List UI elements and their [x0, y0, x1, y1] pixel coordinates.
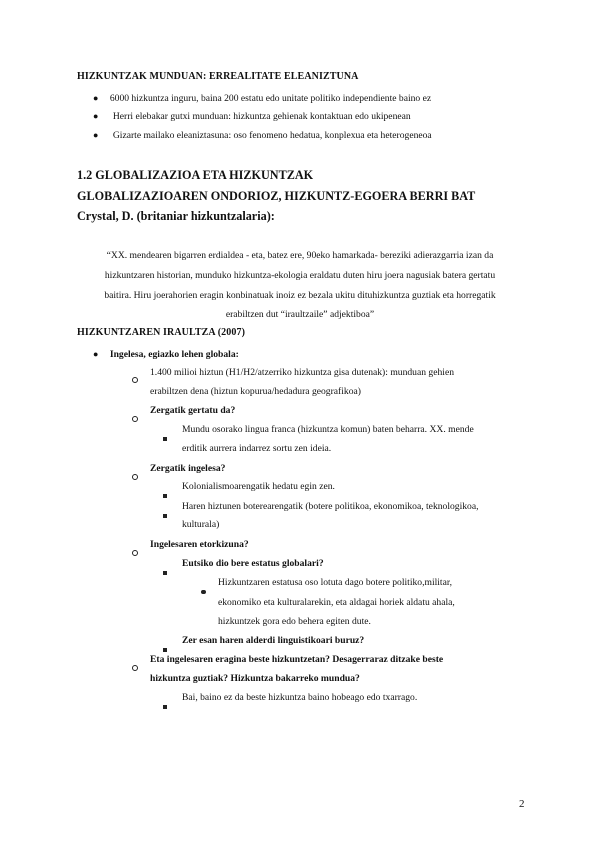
quote-line: erabiltzen dut “iraultzaile” adjektiboa”: [225, 309, 375, 320]
bullet-item: [93, 93, 431, 104]
bullet-text: Herri elebakar gutxi munduan: hizkuntza gehienak kontaktuan edo ukipenean: [112, 111, 411, 122]
outline-level3-text: Kolonialismoarengatik hedatu egin zen.: [182, 481, 335, 492]
bullet-text: 6000 hizkuntza inguru, baina 200 estatu edo unitate politiko independiente baino ez: [109, 93, 432, 104]
section-heading: HIZKUNTZAK MUNDUAN: ERREALITATE ELEANIZTUNA: [77, 71, 359, 82]
outline-level3-text: kulturala): [182, 519, 220, 530]
outline-level2-text: erabiltzen dena (hiztun kopurua/hedadura geografikoa): [150, 386, 361, 397]
square-bullet-icon: [163, 428, 167, 446]
outline-level3-text: Haren hiztunen boterearengatik (botere politikoa, ekonomikoa, teknologikoa,: [182, 501, 479, 512]
outline-level3-text: erditik aurrera indarrez sortu zen ideia.: [182, 443, 332, 454]
section-title: 1.2 GLOBALIZAZIOA ETA HIZKUNTZAK: [77, 168, 314, 182]
outline-level2-question: hizkuntza guztiak? Hizkuntza bakarreko mundua?: [150, 673, 360, 684]
quote-line: hizkuntzaren historian, munduko hizkuntza-ekologia eraldatu duten hiru joera nagusiak batera gertatu: [104, 270, 496, 281]
bullet-item: [93, 130, 432, 141]
outline-level2-question: Zergatik ingelesa?: [150, 463, 226, 474]
bullet-dot-icon: ●: [93, 130, 99, 140]
circle-bullet-icon: [132, 370, 138, 388]
circle-bullet-icon: [132, 409, 138, 427]
outline-level4-text: hizkuntzek gora edo behera egiten dute.: [218, 616, 371, 627]
square-bullet-icon: [163, 562, 167, 580]
bullet-dot-icon: ●: [93, 93, 99, 103]
bullet-dot-icon: ●: [93, 111, 99, 121]
square-bullet-icon: [163, 696, 167, 714]
outline-level2-question: Ingelesaren etorkizuna?: [150, 539, 249, 550]
outline-level3-question: Zer esan haren alderdi linguistikoari buruz?: [182, 635, 365, 646]
bullet-item: [93, 111, 411, 122]
circle-bullet-icon: [132, 543, 138, 561]
square-bullet-icon: [163, 485, 167, 503]
author-attribution: Crystal, D. (britaniar hizkuntzalaria):: [77, 209, 275, 223]
circle-bullet-icon: [132, 467, 138, 485]
outline-level4-text: Hizkuntzaren estatusa oso lotuta dago botere politiko,militar,: [218, 577, 453, 588]
quote-line: “XX. mendearen bigarren erdialdea - eta, batez ere, 90eko hamarkada- bereziki adierazgarria izan da: [106, 250, 494, 261]
outline-level4-text: ekonomiko eta kulturalarekin, eta aldagai horiek aldatu ahala,: [218, 597, 455, 608]
outline-level3-question: Eutsiko dio bere estatus globalari?: [182, 558, 324, 569]
dot-bullet-icon: [201, 581, 206, 599]
outline-level3-text: Mundu osorako lingua franca (hizkuntza komun) baten beharra. XX. mende: [182, 424, 474, 435]
quote-line: baitira. Hiru joerahorien eragin konbinatuak inoiz ez bezala ukitu dituhizkuntza guztiak eta horregatik: [104, 290, 496, 301]
outline-level2-question: Zergatik gertatu da?: [150, 405, 236, 416]
outline-level2-question: Eta ingelesaren eragina beste hizkuntzetan? Desagerraraz ditzake beste: [150, 654, 444, 665]
bullet-text: Gizarte mailako eleaniztasuna: oso fenomeno hedatua, konplexua eta heterogeneoa: [112, 130, 432, 141]
circle-bullet-icon: [132, 658, 138, 676]
page-number: 2: [519, 798, 525, 810]
section-heading: HIZKUNTZAREN IRAULTZA (2007): [77, 327, 246, 338]
outline-level1: ● Ingelesa, egiazko lehen globala:: [93, 349, 239, 360]
section-subtitle: GLOBALIZAZIOAREN ONDORIOZ, HIZKUNTZ-EGOERA BERRI BAT: [77, 189, 476, 203]
outline-level2-text: 1.400 milioi hiztun (H1/H2/atzerriko hizkuntza gisa dutenak): munduan gehien: [150, 367, 454, 378]
bullet-dot-icon: ●: [93, 349, 99, 359]
square-bullet-icon: [163, 505, 167, 523]
outline-level3-text: Bai, baino ez da beste hizkuntza baino hobeago edo txarrago.: [182, 692, 418, 703]
